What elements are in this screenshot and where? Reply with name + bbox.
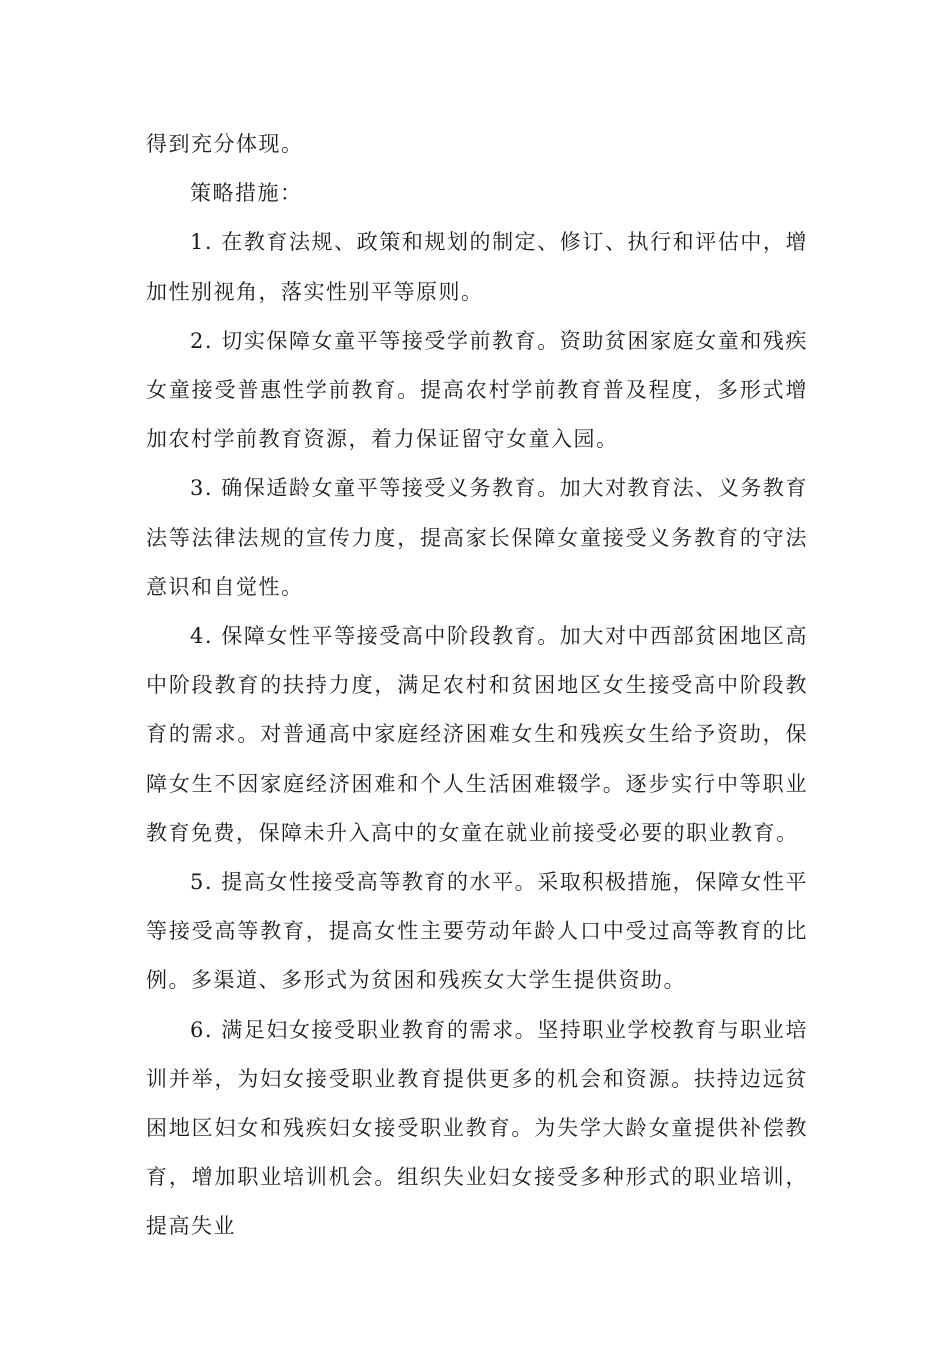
section-heading-strategies: 策略措施： (190, 181, 303, 206)
paragraph-item-3: 3. 确保适龄女童平等接受义务教育。加大对教育法、义务教育法等法律法规的宣传力度，提高家长保障女童接受义务教育的守法意识和自觉性。 (146, 476, 808, 599)
paragraph-item-6: 6. 满足妇女接受职业教育的需求。坚持职业学校教育与职业培训并举，为妇女接受职业教育提供更多的机会和资源。扶持边远贫困地区妇女和残疾妇女接受职业教育。为失学大龄女童提供补偿教育，增加职业培训机会。组织失业妇女接受多种形式的职业培训，提高失业 (146, 1017, 808, 1239)
document-body (146, 120, 808, 1252)
paragraph-continuation: 得到充分体现。 (146, 132, 304, 156)
paragraph-item-4: 4. 保障女性平等接受高中阶段教育。加大对中西部贫困地区高中阶段教育的扶持力度，满足农村和贫困地区女生接受高中阶段教育的需求。对普通高中家庭经济困难女生和残疾女生给予资助，保障女生不因家庭经济困难和个人生活困难辍学。逐步实行中等职业教育免费，保障未升入高中的女童在就业前接受必要的职业教育。 (146, 624, 808, 845)
paragraph-item-5: 5. 提高女性接受高等教育的水平。采取积极措施，保障女性平等接受高等教育，提高女性主要劳动年龄人口中受过高等教育的比例。多渠道、多形式为贫困和残疾女大学生提供资助。 (146, 870, 808, 993)
paragraph-item-2: 2. 切实保障女童平等接受学前教育。资助贫困家庭女童和残疾女童接受普惠性学前教育。提高农村学前教育普及程度，多形式增加农村学前教育资源，着力保证留守女童入园。 (146, 328, 808, 452)
paragraph-item-1: 1. 在教育法规、政策和规划的制定、修订、执行和评估中，增加性别视角，落实性别平等原则。 (146, 230, 808, 304)
